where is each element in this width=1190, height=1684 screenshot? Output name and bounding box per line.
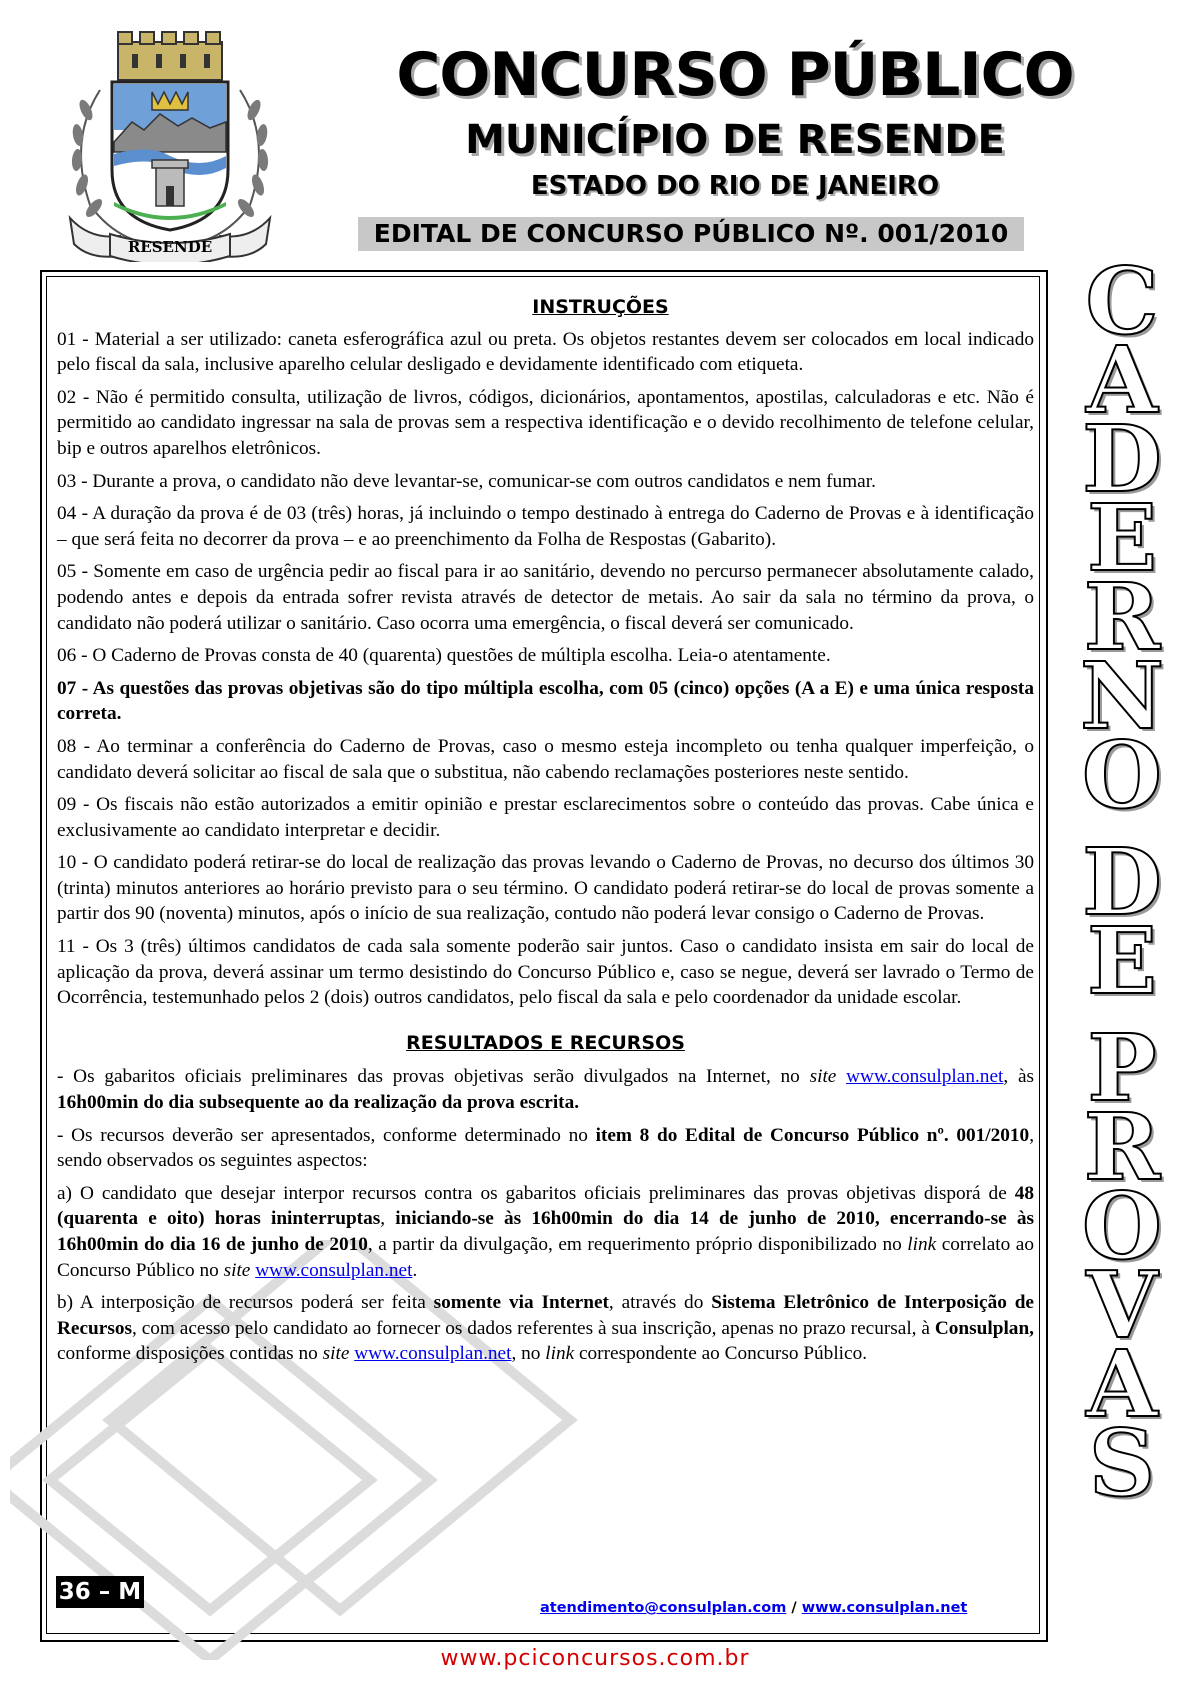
results-paragraph-b: b) A interposição de recursos poderá ser feita somente via Internet, através do Sistema Eletrônico de Interposição de Recursos, com acesso pelo candidato ao fornecer os dados referentes à sua inscrição, apenas no prazo recursal, à Consulplan, conforme disposições contidas no site www.consulplan.net, no link correspondente ao Concurso Público.: [57, 1292, 1034, 1365]
results-paragraph-recursos: - Os recursos deverão ser apresentados, conforme determinado no item 8 do Edital de Concurso Público nº. 001/2010, sendo observados os seguintes aspectos:: [57, 1124, 1035, 1172]
instruction-item: 09 - Os fiscais não estão autorizados a emitir opinião e prestar esclarecimentos sobre o conteúdo das provas. Cabe única e exclusivamente ao candidato interpretar e decidir.: [57, 794, 1034, 841]
side-letter-provas: R: [1083, 1093, 1161, 1201]
instruction-item: 01 - Material a ser utilizado: caneta esferográfica azul ou preta. Os objetos restantes devem ser colocados em local indicado pelo fiscal da sala, inclusive aparelho celular desligado e devidamente identificado com etiqueta.: [57, 328, 1034, 376]
side-letter-caderno: A: [1086, 326, 1158, 434]
contact-separator: /: [786, 1600, 802, 1616]
side-letter-de: D: [1082, 828, 1162, 936]
consulplan-link[interactable]: www.consulplan.net: [846, 1066, 1004, 1088]
instructions-content: [57, 295, 1034, 1374]
state-title: ESTADO DO RIO DE JANEIRO: [530, 171, 940, 201]
edital-banner: EDITAL DE CONCURSO PÚBLICO Nº. 001/2010: [358, 217, 1024, 251]
source-url: www.pciconcursos.com.br: [440, 1646, 750, 1671]
results-paragraph-a: a) O candidato que desejar interpor recursos contra os gabaritos oficiais preliminares das provas objetivas disporá de 48 (quarenta e oito) horas ininterruptas, iniciando-se às 16h00min do dia 14 de junho de 2010, encerrando-se às 16h00min do dia 16 de junho de 2010, a partir da divulgação, em requerimento próprio disponibilizado no link correlato ao Concurso Público no site www.consulplan.net.: [57, 1182, 1035, 1281]
side-title-caderno-de-provas: [1066, 247, 1178, 1517]
instruction-item: 11 - Os 3 (três) últimos candidatos de cada sala somente poderão sair juntos. Caso o candidato insista em sair do local de aplicação da prova, deverá assinar um termo desistindo do Concurso Público e, caso se negue, deverá ser lavrado o Termo de Ocorrência, testemunhado pelos 2 (dois) outros candidatos, pelo fiscal da sala e pelo coordenador da unidade escolar.: [57, 936, 1034, 1009]
instruction-item: 08 - Ao terminar a conferência do Caderno de Provas, caso o mesmo esteja incompleto ou tenha qualquer imperfeição, o candidato deverá solicitar ao fiscal de sala que o substitua, não cabendo reclamações posteriores neste sentido.: [57, 735, 1034, 783]
side-letter-provas: V: [1086, 1251, 1158, 1359]
side-letter-provas: O: [1081, 1172, 1163, 1280]
side-letter-caderno: C: [1085, 247, 1159, 355]
side-letter-de: E: [1086, 907, 1158, 1015]
instruction-item: 10 - O candidato poderá retirar-se do local de realização das provas levando o Caderno de Provas, no decurso dos últimos 30 (trinta) minutos anteriores ao horário previsto para o seu término. O candidato poderá retirar-se do local de provas somente a partir dos 90 (noventa) minutos, após o início de sua realização, contudo não poderá levar consigo o Caderno de Provas.: [57, 852, 1034, 925]
side-letter-provas: P: [1087, 1014, 1157, 1122]
municipality-title: MUNICÍPIO DE RESENDE: [465, 117, 1005, 163]
side-letter-caderno: N: [1079, 642, 1165, 750]
instruction-item: 03 - Durante a prova, o candidato não deve levantar-se, comunicar-se com outros candidatos e nem fumar.: [57, 470, 876, 492]
side-letter-provas: A: [1086, 1330, 1158, 1438]
side-letter-provas: S: [1088, 1409, 1156, 1517]
consulplan-link[interactable]: www.consulplan.net: [354, 1343, 512, 1365]
document-title: CONCURSO PÚBLICO: [396, 40, 1074, 110]
results-paragraph-gabaritos: - Os gabaritos oficiais preliminares das provas objetivas serão divulgados na Internet, no site www.consulplan.net, às 16h00min do dia subsequente ao da realização da prova escrita.: [57, 1066, 1034, 1114]
page-label-badge: 36 – M: [56, 1576, 144, 1608]
coat-ribbon-text: RESENDE: [127, 238, 213, 256]
instruction-item: 04 - A duração da prova é de 03 (três) horas, já incluindo o tempo destinado à entrega do Caderno de Provas e à identificação – que será feita no decorrer da prova – e ao preenchimento da Folha de Respostas (Gabarito).: [57, 503, 1034, 550]
side-letter-caderno: D: [1082, 405, 1162, 513]
side-letter-caderno: O: [1081, 721, 1163, 829]
contact-email-link[interactable]: atendimento@consulplan.com: [540, 1600, 787, 1616]
instruction-item-bold: 07 - As questões das provas objetivas são do tipo múltipla escolha, com 05 (cinco) opções (A a E) e uma única resposta correta.: [57, 677, 1034, 725]
results-heading: RESULTADOS E RECURSOS: [406, 1031, 685, 1054]
instruction-item: 06 - O Caderno de Provas consta de 40 (quarenta) questões de múltipla escolha. Leia-o atentamente.: [57, 645, 831, 667]
side-letter-caderno: E: [1086, 484, 1158, 592]
consulplan-link[interactable]: www.consulplan.net: [255, 1259, 413, 1281]
contact-site-link[interactable]: www.consulplan.net: [801, 1600, 968, 1616]
instructions-heading: INSTRUÇÕES: [532, 296, 669, 318]
instruction-item: 02 - Não é permitido consulta, utilização de livros, códigos, dicionários, apontamentos, apostilas, calculadoras e etc. Não é permitido ao candidato ingressar na sala de provas sem a respectiva identificação e o devido recolhimento de telefone celular, bip e outros aparelhos eletrônicos.: [57, 386, 1034, 459]
instruction-item: 05 - Somente em caso de urgência pedir ao fiscal para ir ao sanitário, devendo no percurso permanecer absolutamente calado, podendo antes e depois da entrada sofrer revista através de detector de metais. Ao sair da sala no término da prova, o candidato não poderá utilizar o sanitário. Caso ocorra uma emergência, o fiscal deverá ser comunicado.: [57, 561, 1034, 634]
side-letter-caderno: R: [1083, 563, 1161, 671]
contact-line: [540, 1600, 967, 1616]
coat-of-arms-logo: [60, 30, 280, 262]
